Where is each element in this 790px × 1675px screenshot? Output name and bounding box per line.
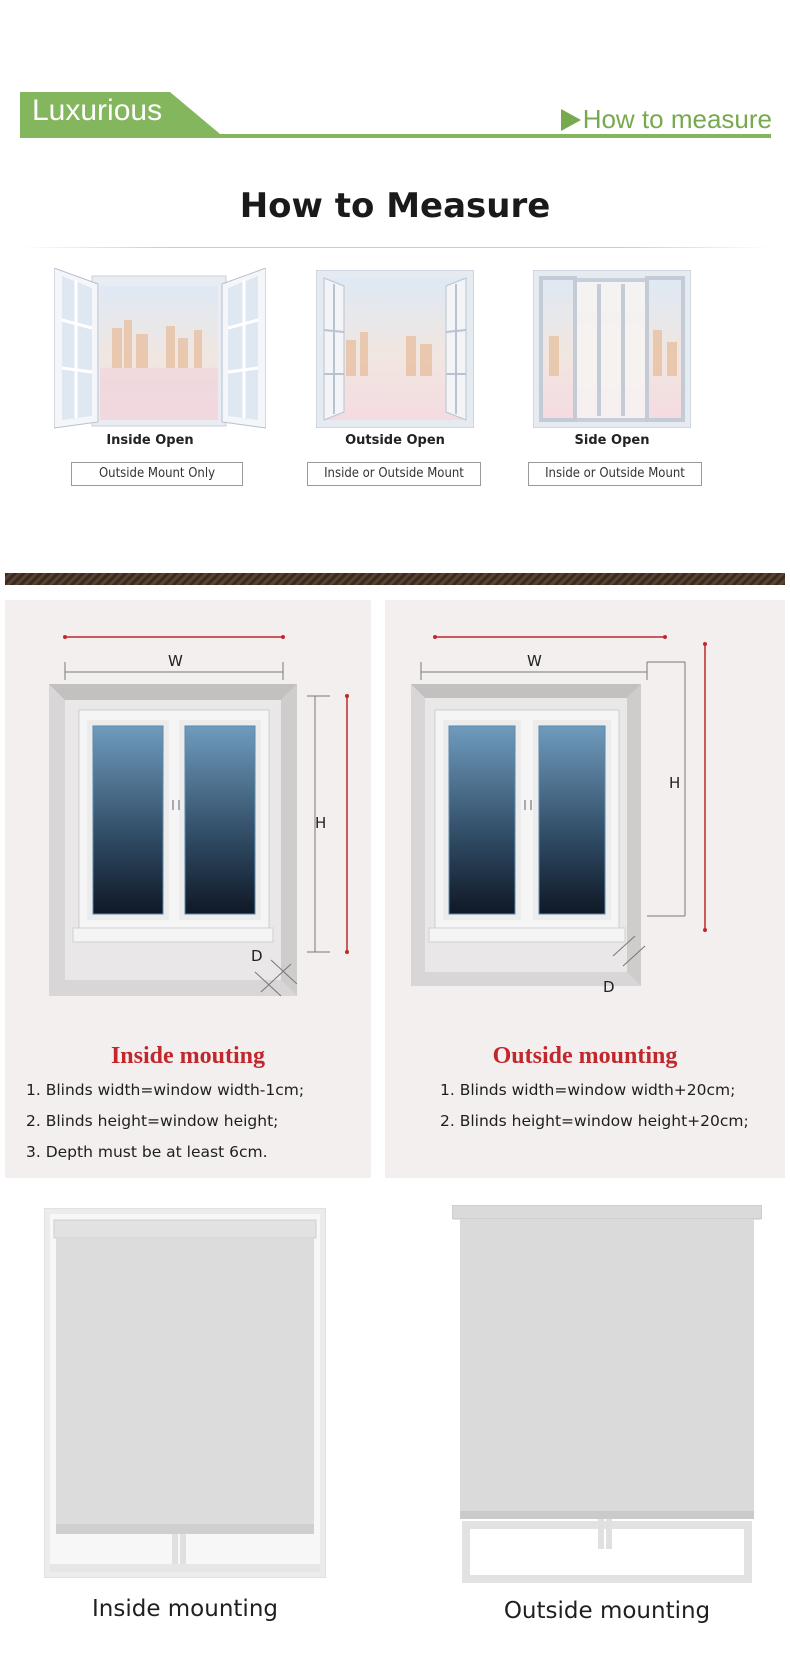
inside-open-window-image [54,268,266,430]
outside-mounting-blind-image [452,1205,762,1590]
side-open-window-image [533,270,691,428]
depth-label: D [251,947,263,965]
play-arrow-icon [561,109,581,131]
inside-mounting-title: Inside mouting [110,1043,266,1069]
outside-mounting-title: Outside mounting [492,1043,678,1069]
width-label: W [527,652,542,670]
depth-label: D [603,978,615,996]
page-title: How to Measure [239,186,551,226]
brand-name: Luxurious [32,94,163,127]
inside-mounting-rules [26,1075,366,1168]
rule-item: 2. Blinds height=window height; [26,1112,279,1130]
section-divider [5,573,785,585]
rule-item: 1. Blinds width=window width+20cm; [440,1081,736,1099]
width-label: W [168,652,183,670]
mount-option-badge: Inside or Outside Mount [307,462,481,486]
inside-mounting-diagram [5,600,371,1040]
outside-mounting-caption: Outside mounting [503,1598,711,1624]
outside-mounting-diagram [385,600,785,1040]
inside-mounting-blind-image [44,1208,326,1578]
title-divider [20,247,771,248]
mount-option-badge: Inside or Outside Mount [528,462,702,486]
how-to-measure-link-label: How to measure [582,104,772,134]
outside-mounting-rules [440,1075,780,1137]
how-to-measure-link[interactable] [561,104,772,135]
rule-item: 2. Blinds height=window height+20cm; [440,1112,749,1130]
height-label: H [669,774,681,792]
window-type-caption: Outside Open [345,433,445,448]
rule-item: 1. Blinds width=window width-1cm; [26,1081,305,1099]
mount-option-badge: Outside Mount Only [71,462,243,486]
rule-item: 3. Depth must be at least 6cm. [26,1143,268,1161]
window-type-caption: Inside Open [106,433,194,448]
window-type-caption: Side Open [574,433,650,448]
outside-open-window-image [316,270,474,428]
inside-mounting-caption: Inside mounting [91,1596,278,1622]
height-label: H [315,814,327,832]
